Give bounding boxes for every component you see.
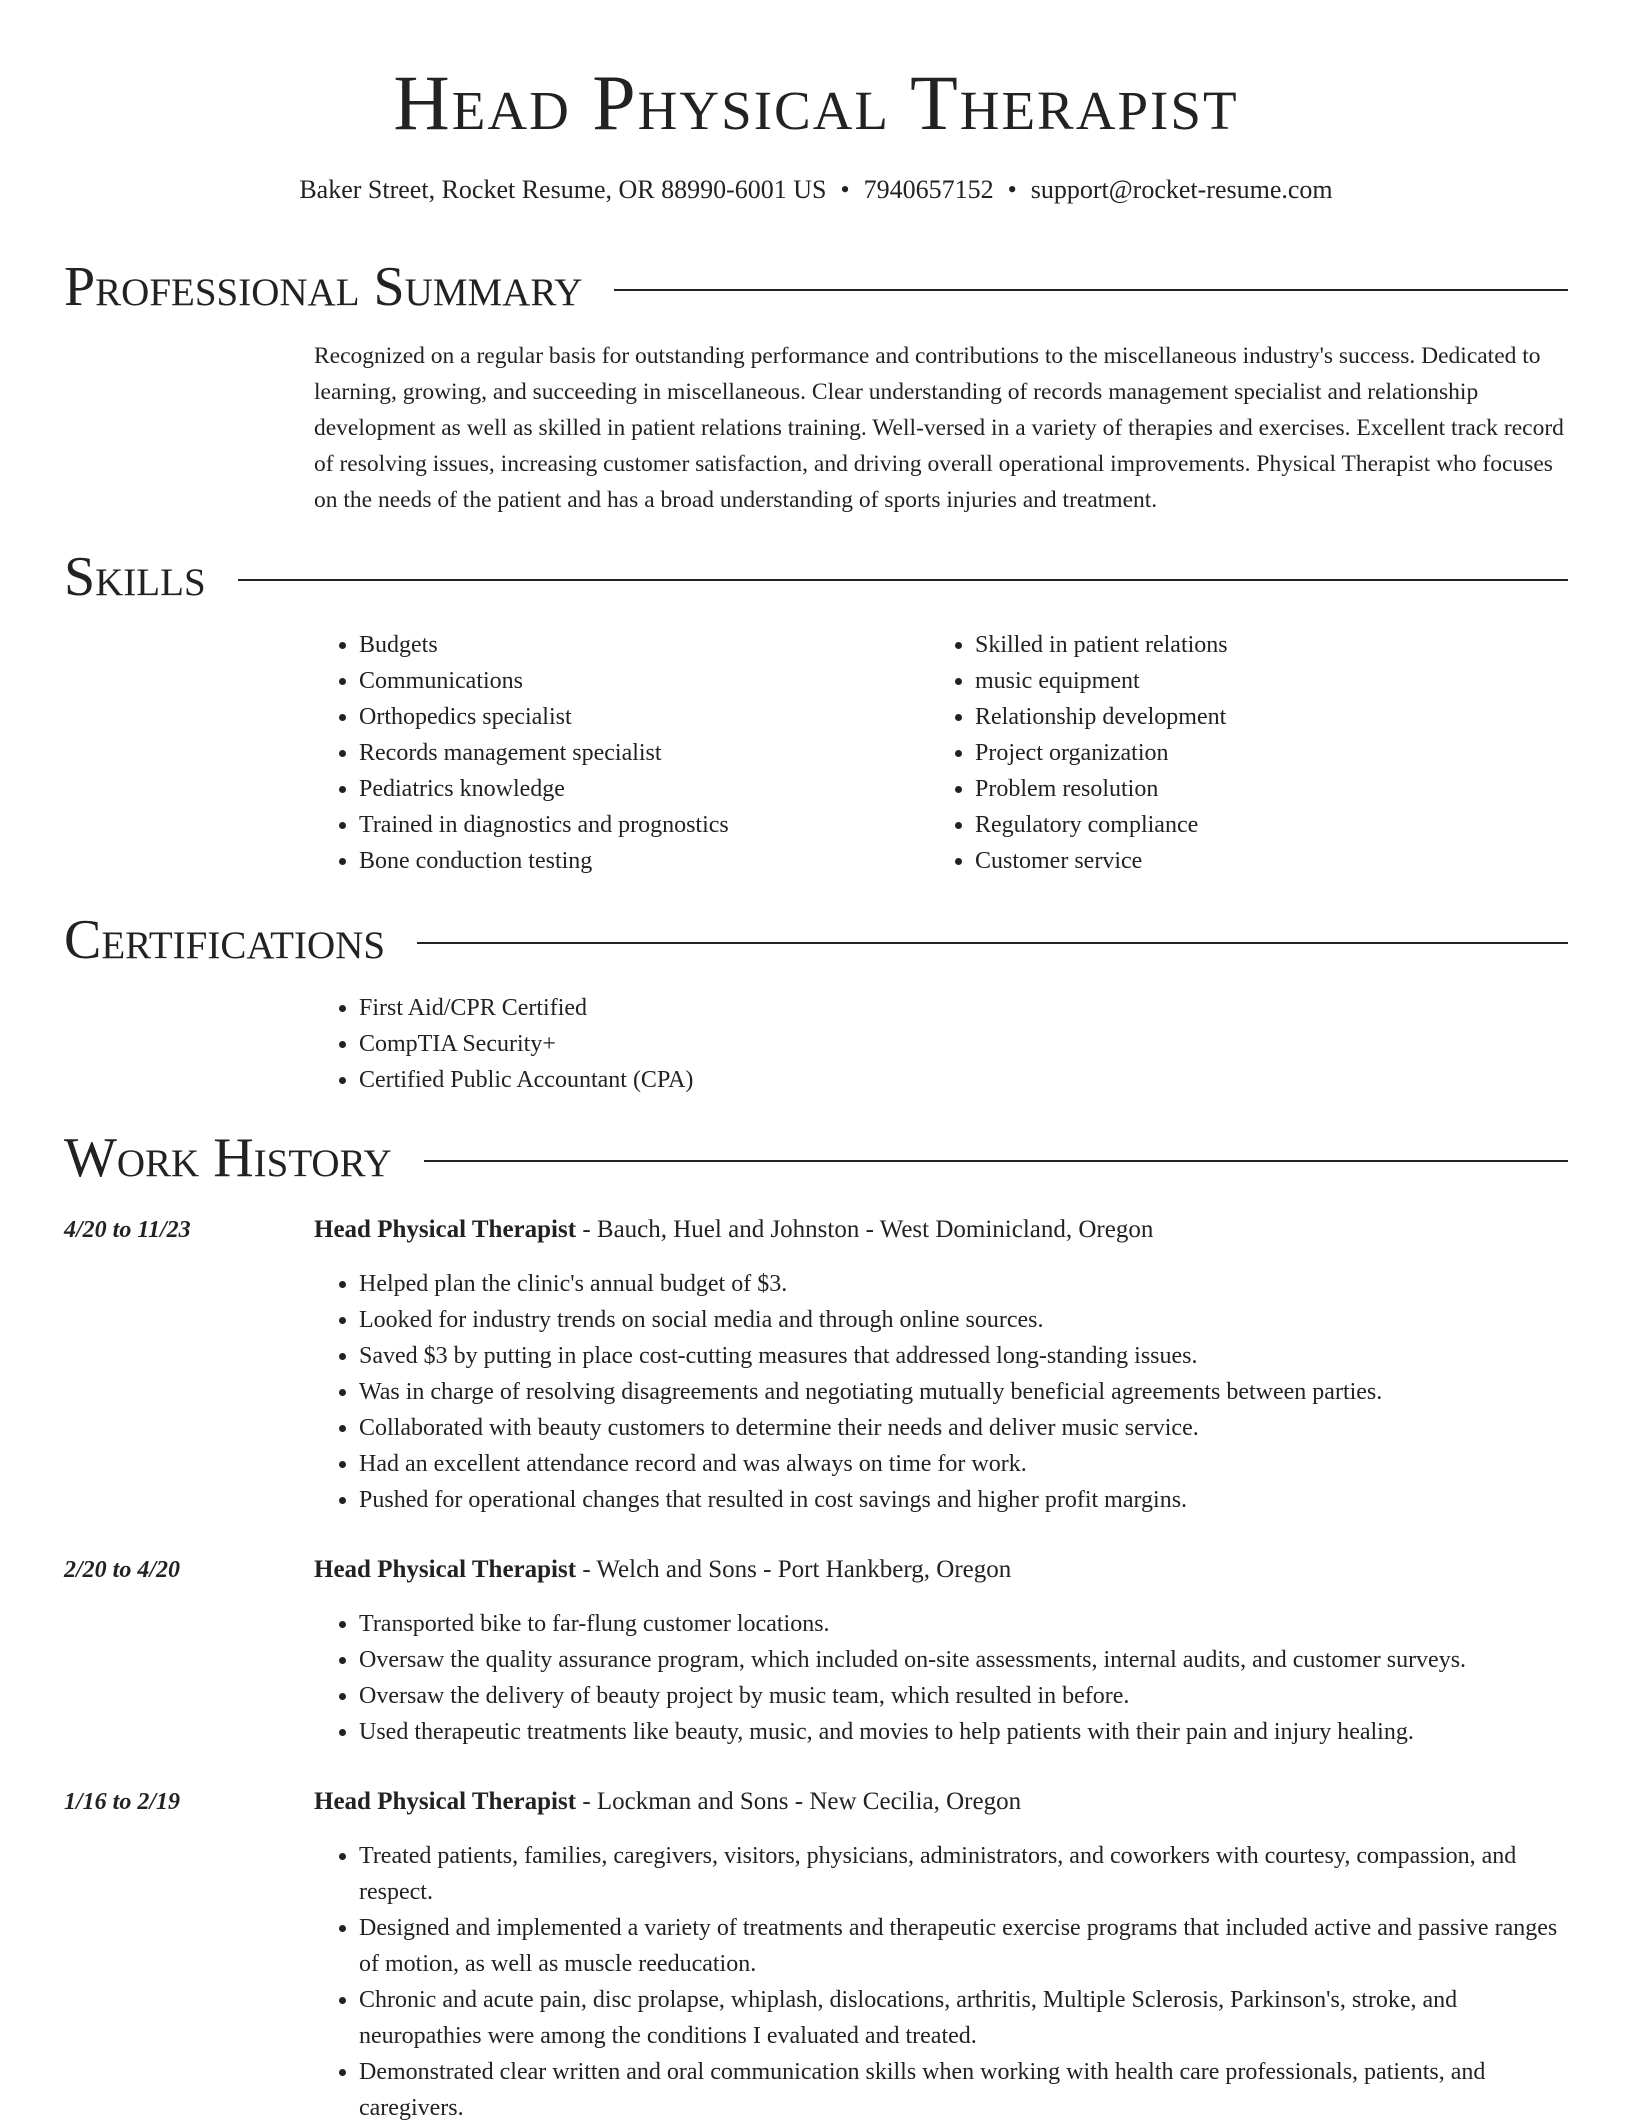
job-heading <box>314 1552 1570 1588</box>
job-bullet: • Oversaw the quality assurance program, which included on-site assessments, internal audits, and customer surveys. <box>359 1642 1570 1678</box>
job-bullet: • Looked for industry trends on social media and through online sources. <box>359 1302 1570 1338</box>
job-details: - Welch and Sons - Port Hankberg, Oregon <box>576 1556 1012 1583</box>
certification-item: • First Aid/CPR Certified <box>359 990 1214 1026</box>
skills-left-column <box>314 627 914 879</box>
job-bullet-list <box>314 1606 1570 1750</box>
skills-right-list <box>930 627 1570 879</box>
section-divider <box>614 289 1568 291</box>
job-bullet: • Pushed for operational changes that resulted in cost savings and higher profit margins. <box>359 1482 1570 1518</box>
job-bullet: • Chronic and acute pain, disc prolapse, whiplash, dislocations, arthritis, Multiple Sclerosis, Parkinson's, stroke, and neuropathies were among the conditions I evaluated and treated. <box>359 1982 1570 2054</box>
job-bullet: • Demonstrated clear written and oral communication skills when working with health care professionals, patients, and caregivers. <box>359 2054 1570 2126</box>
section-divider <box>238 579 1568 581</box>
job-bullet-list <box>314 1266 1570 1518</box>
job-bullet-list <box>314 1838 1570 2126</box>
contact-phone: 7940657152 <box>863 175 994 204</box>
skill-item: • Project organization <box>975 735 1570 771</box>
job-heading <box>314 1212 1570 1248</box>
job-role: Head Physical Therapist <box>314 1788 577 1815</box>
job-bullets-block <box>314 1606 1570 1750</box>
skill-item: • Relationship development <box>975 699 1570 735</box>
skill-item: • Regulatory compliance <box>975 807 1570 843</box>
certifications-section-title: Certifications <box>64 909 386 971</box>
certifications-section-header <box>64 908 1568 972</box>
job-bullet: • Helped plan the clinic's annual budget of $3. <box>359 1266 1570 1302</box>
job-bullet: • Had an excellent attendance record and was always on time for work. <box>359 1446 1570 1482</box>
work-section-title: Work History <box>64 1127 392 1189</box>
job-bullet: • Transported bike to far-flung customer locations. <box>359 1606 1570 1642</box>
job-dates: 1/16 to 2/19 <box>64 1789 181 1815</box>
certification-item: • Certified Public Accountant (CPA) <box>359 1062 1214 1098</box>
skill-item: • Problem resolution <box>975 771 1570 807</box>
resume-name: Head Physical Therapist <box>393 59 1239 146</box>
skills-section-title: Skills <box>64 546 206 608</box>
job-bullets-block <box>314 1838 1570 2126</box>
skills-right-column <box>930 627 1570 879</box>
certifications-list <box>314 990 1214 1098</box>
job-details: - Lockman and Sons - New Cecilia, Oregon <box>576 1788 1022 1815</box>
skill-item: • Customer service <box>975 843 1570 879</box>
summary-section-title: Professional Summary <box>64 256 583 318</box>
job-bullet: • Collaborated with beauty customers to determine their needs and deliver music service. <box>359 1410 1570 1446</box>
skill-item: • Bone conduction testing <box>359 843 914 879</box>
contact-separator: • <box>840 175 850 204</box>
skills-section-header <box>64 545 1568 609</box>
section-divider <box>417 942 1568 944</box>
job-details: - Bauch, Huel and Johnston - West Dominicland, Oregon <box>576 1216 1154 1243</box>
skill-item: • Trained in diagnostics and prognostics <box>359 807 914 843</box>
contact-address: Baker Street, Rocket Resume, OR 88990-6001 US <box>299 175 827 204</box>
job-role: Head Physical Therapist <box>314 1216 577 1243</box>
job-bullet: • Used therapeutic treatments like beauty, music, and movies to help patients with their pain and injury healing. <box>359 1714 1570 1750</box>
summary-section-header <box>64 255 1568 319</box>
job-bullet: • Was in charge of resolving disagreements and negotiating mutually beneficial agreements between parties. <box>359 1374 1570 1410</box>
job-bullets-block <box>314 1266 1570 1518</box>
certification-item: • CompTIA Security+ <box>359 1026 1214 1062</box>
skill-item: • Skilled in patient relations <box>975 627 1570 663</box>
contact-line <box>0 172 1632 208</box>
summary-text: Recognized on a regular basis for outstanding performance and contributions to the miscellaneous industry's success. Dedicated to learning, growing, and succeeding in miscellaneous. Clear understanding of records management specialist and relationship development as well as skilled in patient relations training. Well-versed in a variety of therapies and exercises. Excellent track record of resolving issues, increasing customer satisfaction, and driving overall operational improvements. Physical Therapist who focuses on the needs of the patient and has a broad understanding of sports injuries and treatment. <box>314 343 1564 513</box>
job-bullet: • Designed and implemented a variety of treatments and therapeutic exercise programs that included active and passive ranges of motion, as well as muscle reeducation. <box>359 1910 1570 1982</box>
job-dates: 4/20 to 11/23 <box>64 1217 191 1243</box>
job-bullet: • Treated patients, families, caregivers, visitors, physicians, administrators, and coworkers with courtesy, compassion, and respect. <box>359 1838 1570 1910</box>
contact-separator: • <box>1007 175 1017 204</box>
skill-item: • Records management specialist <box>359 735 914 771</box>
skill-item: • Orthopedics specialist <box>359 699 914 735</box>
skill-item: • Pediatrics knowledge <box>359 771 914 807</box>
skill-item: • Communications <box>359 663 914 699</box>
job-bullet: • Oversaw the delivery of beauty project by music team, which resulted in before. <box>359 1678 1570 1714</box>
contact-email: support@rocket-resume.com <box>1030 175 1333 204</box>
work-section-header <box>64 1126 1568 1190</box>
job-role: Head Physical Therapist <box>314 1556 577 1583</box>
section-divider <box>424 1160 1568 1162</box>
job-dates: 2/20 to 4/20 <box>64 1557 181 1583</box>
job-heading <box>314 1784 1570 1820</box>
skills-left-list <box>314 627 914 879</box>
certifications-block <box>314 990 1214 1098</box>
skill-item: • music equipment <box>975 663 1570 699</box>
skill-item: • Budgets <box>359 627 914 663</box>
job-bullet: • Saved $3 by putting in place cost-cutting measures that addressed long-standing issues. <box>359 1338 1570 1374</box>
